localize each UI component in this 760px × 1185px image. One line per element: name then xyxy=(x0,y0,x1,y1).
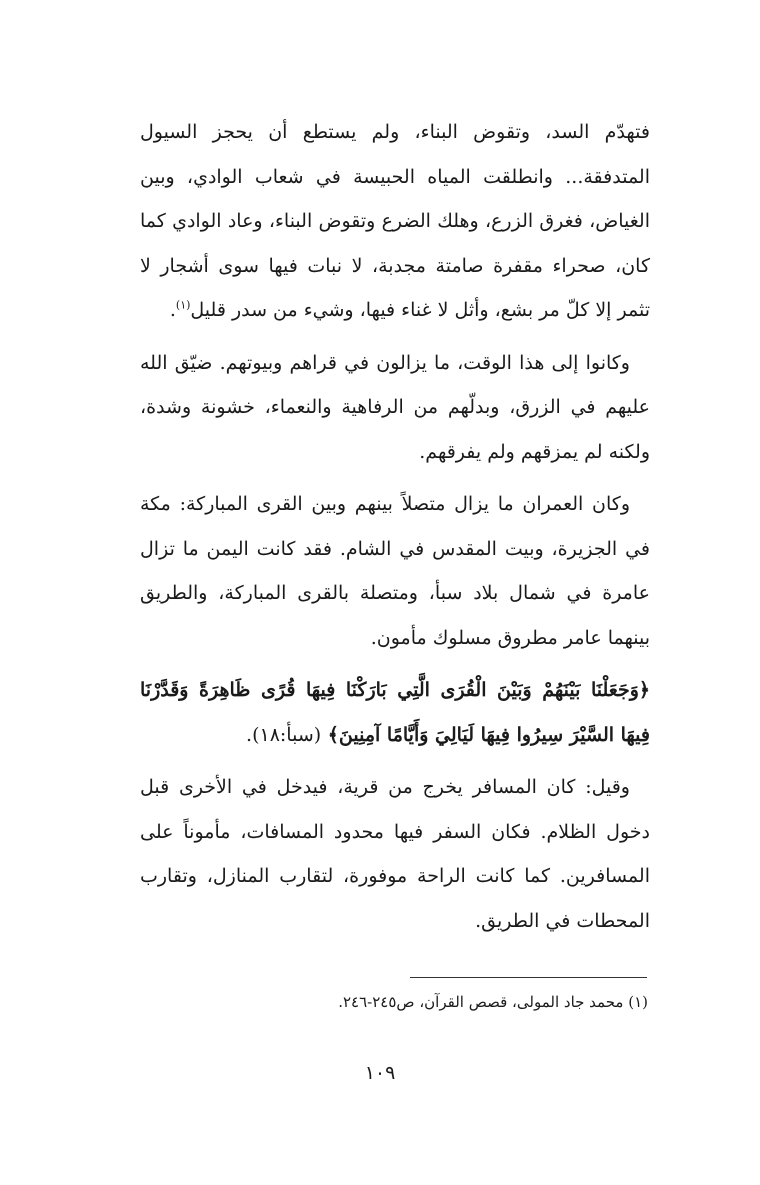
footnote-number: (١) xyxy=(628,993,648,1011)
quran-verse xyxy=(140,668,650,757)
paragraph-1-text: فتهدّم السد، وتقوض البناء، ولم يستطع أن يحجز السيول المتدفقة... وانطلقت المياه الحبيسة في شعاب الوادي، وبين الغياض، فغرق الزرع، وهلك الضرع وتقوض البناء، وعاد الوادي كما كان، صحراء مقفرة صامتة مجدبة، لا نبات فيها سوى أشجار لا تثمر إلا كلّ مر بشع، وأثل لا غناء فيها، وشيء من سدر قليل xyxy=(140,121,650,321)
footnote-text: محمد جاد المولى، قصص القرآن، ص٢٤٥-٢٤٦. xyxy=(338,993,624,1011)
paragraph-1-tail: . xyxy=(169,299,176,321)
quran-reference: (سبأ:١٨). xyxy=(246,723,322,746)
footnote-divider xyxy=(410,977,647,978)
paragraph-3: وكان العمران ما يزال متصلاً بينهم وبين القرى المباركة: مكة في الجزيرة، وبيت المقدس في الشام. فقد كانت اليمن ما تزال عامرة في شمال بلاد سبأ، ومتصلة بالقرى المباركة، والطريق بينهما عامر مطروق مسلوك مأمون. xyxy=(140,493,650,649)
footnote xyxy=(280,990,648,1014)
paragraph-2: وكانوا إلى هذا الوقت، ما يزالون في قراهم وبيوتهم. ضيّق الله عليهم في الزرق، وبدلّهم من الرفاهية والنعماء، خشونة وشدة، ولكنه لم يمزقهم ولم يفرقهم. xyxy=(140,351,650,463)
page-number: ١٠٩ xyxy=(364,1062,396,1084)
quran-verse-text: ﴿وَجَعَلْنَا بَيْنَهُمْ وَبَيْنَ الْقُرَى الَّتِي بَارَكْنَا فِيهَا قُرًى ظَاهِرَةً وَقَدَّرْنَا فِيهَا السَّيْرَ سِيرُوا فِيهَا لَيَالِيَ وَأَيَّامًا آمِنِينَ﴾ xyxy=(140,679,650,746)
paragraph-4: وقيل: كان المسافر يخرج من قرية، فيدخل في الأخرى قبل دخول الظلام. فكان السفر فيها محدود المسافات، مأموناً على المسافرين. كما كانت الراحة موفورة، لتقارب المنازل، وتقارب المحطات في الطريق. xyxy=(140,776,650,932)
paragraph-1 xyxy=(140,110,650,333)
footnote-marker[interactable]: (١) xyxy=(175,298,191,312)
body-text xyxy=(140,110,650,951)
